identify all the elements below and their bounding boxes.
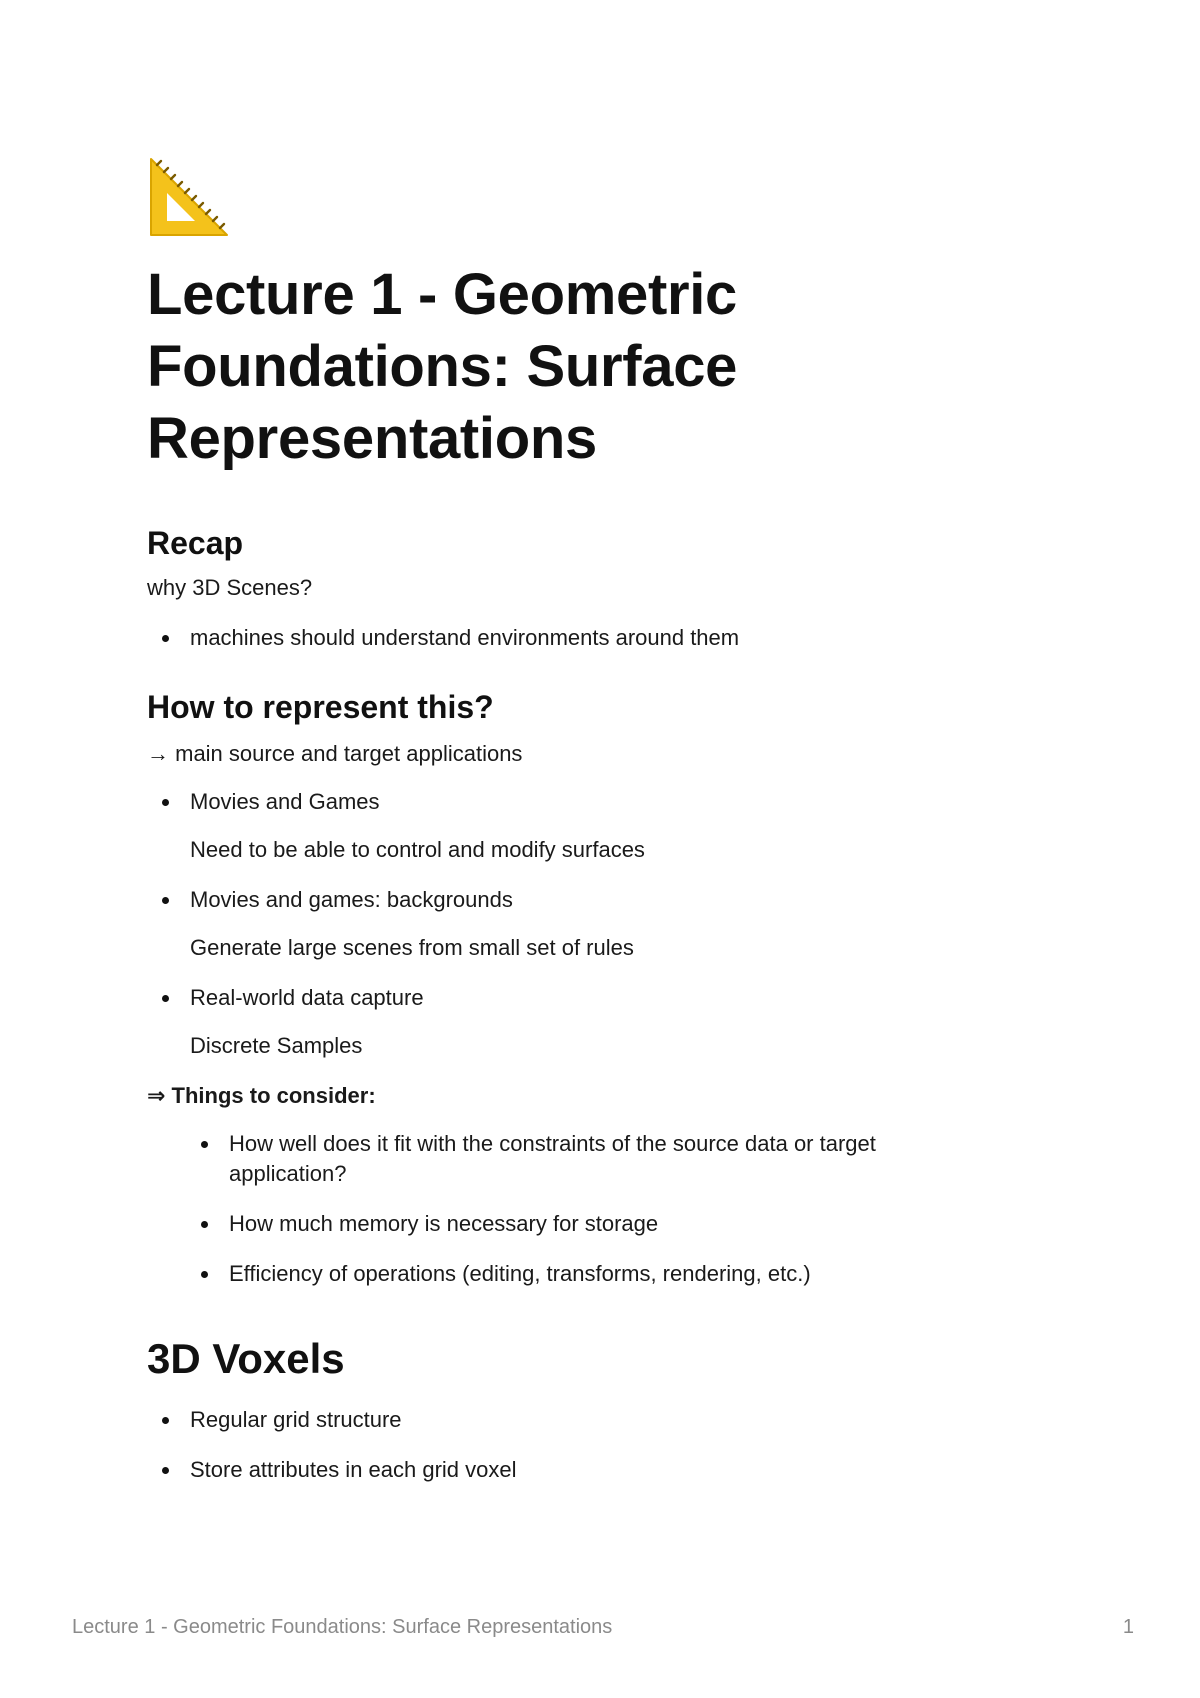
footer-title: Lecture 1 - Geometric Foundations: Surface Representations	[72, 1616, 613, 1638]
recap-question: why 3D Scenes?	[147, 575, 313, 600]
list-item	[147, 1129, 1027, 1189]
recap-list	[147, 623, 1027, 653]
list-item-text: Regular grid structure	[190, 1407, 402, 1432]
represent-list	[147, 787, 1027, 1061]
list-item-text: Movies and Games	[190, 789, 380, 814]
represent-intro: → main source and target applications	[147, 741, 523, 766]
list-item-text: How much memory is necessary for storage	[229, 1211, 659, 1236]
list-item-text: How well does it fit with the constraints of the source data or target application?	[229, 1131, 876, 1186]
list-item-text: Movies and games: backgrounds	[190, 887, 513, 912]
list-item	[147, 623, 1027, 653]
list-item	[147, 787, 1027, 865]
list-item	[147, 1455, 1027, 1485]
list-item-text: machines should understand environments around them	[190, 625, 740, 650]
list-item	[147, 885, 1027, 963]
consider-heading: ⇒ Things to consider:	[147, 1083, 376, 1108]
voxels-list	[147, 1405, 1027, 1485]
footer-page-number: 1	[1122, 1616, 1134, 1638]
voxels-heading: 3D Voxels	[147, 1335, 345, 1382]
list-item	[147, 1209, 1027, 1239]
list-item-detail: Discrete Samples	[190, 1033, 363, 1058]
document-content	[147, 155, 1027, 1485]
page-title: Lecture 1 - Geometric Foundations: Surface Representations	[147, 262, 738, 471]
list-item-text: Store attributes in each grid voxel	[190, 1457, 517, 1482]
list-item	[147, 1405, 1027, 1435]
list-item	[147, 983, 1027, 1061]
list-item-detail: Generate large scenes from small set of rules	[190, 935, 634, 960]
list-item-text: Real-world data capture	[190, 985, 424, 1010]
consider-list	[147, 1129, 1027, 1289]
represent-heading: How to represent this?	[147, 689, 494, 725]
triangular-ruler-icon	[147, 155, 231, 239]
recap-heading: Recap	[147, 525, 244, 561]
list-item-text: Efficiency of operations (editing, transforms, rendering, etc.)	[229, 1261, 811, 1286]
list-item	[147, 1259, 1027, 1289]
list-item-detail: Need to be able to control and modify surfaces	[190, 837, 645, 862]
